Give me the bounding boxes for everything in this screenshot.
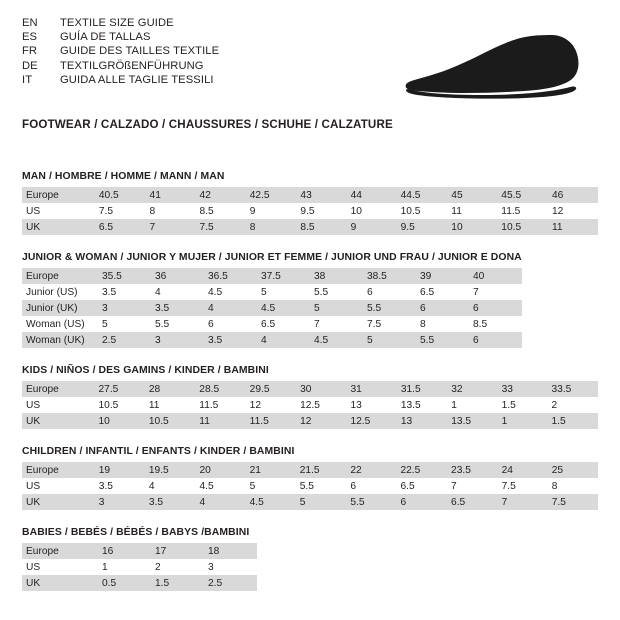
size-cell: 4 <box>204 300 257 316</box>
size-cell: 31 <box>346 381 396 397</box>
size-cell: 17 <box>151 543 204 559</box>
size-cell: 38.5 <box>363 268 416 284</box>
table-row <box>22 316 522 332</box>
size-cell: 13 <box>397 413 447 429</box>
size-cell: 12 <box>296 413 346 429</box>
size-cell: 6.5 <box>396 478 447 494</box>
size-cell: 45.5 <box>497 187 548 203</box>
size-cell: 11.5 <box>195 397 245 413</box>
size-section <box>22 446 598 510</box>
size-cell: 0.5 <box>98 575 151 591</box>
size-cell: 10 <box>95 413 145 429</box>
row-label: US <box>22 203 95 219</box>
size-cell: 7.5 <box>498 478 548 494</box>
size-table <box>22 462 598 510</box>
size-cell: 10 <box>347 203 397 219</box>
size-table <box>22 381 598 429</box>
size-cell: 6 <box>416 300 469 316</box>
size-cell: 1.5 <box>548 413 598 429</box>
size-cell: 39 <box>416 268 469 284</box>
size-cell: 31.5 <box>397 381 447 397</box>
dress-shoe-icon <box>399 30 584 102</box>
size-section <box>22 252 598 348</box>
table-row <box>22 397 598 413</box>
size-cell: 7.5 <box>363 316 416 332</box>
size-table <box>22 268 522 348</box>
language-row <box>22 16 219 30</box>
language-row <box>22 59 219 73</box>
size-cell: 18 <box>204 543 257 559</box>
size-cell: 1 <box>498 413 548 429</box>
size-cell: 44 <box>347 187 397 203</box>
size-cell: 5 <box>257 284 310 300</box>
size-cell: 40.5 <box>95 187 146 203</box>
language-title: GUIDA ALLE TAGLIE TESSILI <box>60 74 214 87</box>
table-row <box>22 462 598 478</box>
section-title: JUNIOR & WOMAN / JUNIOR Y MUJER / JUNIOR ET FEMME / JUNIOR UND FRAU / JUNIOR E DONA <box>22 252 522 263</box>
size-cell: 8 <box>548 478 598 494</box>
row-label: UK <box>22 494 95 510</box>
size-cell: 25 <box>548 462 598 478</box>
size-section <box>22 171 598 235</box>
row-label: Europe <box>22 381 95 397</box>
table-row <box>22 332 522 348</box>
size-cell: 5.5 <box>151 316 204 332</box>
category-line: FOOTWEAR / CALZADO / CHAUSSURES / SCHUHE / CALZATURE <box>22 118 393 131</box>
language-code: DE <box>22 59 38 72</box>
language-row <box>22 74 219 88</box>
size-cell: 22.5 <box>396 462 447 478</box>
row-label: Europe <box>22 268 98 284</box>
size-cell: 3.5 <box>98 284 151 300</box>
size-cell: 10 <box>447 219 497 235</box>
size-cell: 7 <box>447 478 498 494</box>
size-cell: 13 <box>346 397 396 413</box>
size-cell: 8.5 <box>296 219 346 235</box>
table-row <box>22 268 522 284</box>
size-cell: 6 <box>469 332 522 348</box>
table-row <box>22 559 257 575</box>
size-cell: 8.5 <box>196 203 246 219</box>
size-cell: 4 <box>195 494 245 510</box>
size-cell: 12.5 <box>296 397 346 413</box>
language-code: EN <box>22 16 38 29</box>
size-cell: 1.5 <box>151 575 204 591</box>
size-cell: 4 <box>257 332 310 348</box>
size-cell: 2 <box>548 397 598 413</box>
size-cell: 10.5 <box>497 219 548 235</box>
size-cell: 36.5 <box>204 268 257 284</box>
language-title-list <box>22 16 219 88</box>
size-cell: 10.5 <box>145 413 195 429</box>
size-cell: 7.5 <box>95 203 146 219</box>
size-cell: 42.5 <box>246 187 297 203</box>
size-cell: 13.5 <box>447 413 497 429</box>
size-cell: 4.5 <box>204 284 257 300</box>
size-cell: 5 <box>363 332 416 348</box>
language-code: ES <box>22 30 38 43</box>
table-row <box>22 478 598 494</box>
size-cell: 19 <box>95 462 145 478</box>
size-cell: 7 <box>310 316 363 332</box>
size-cell: 3 <box>204 559 257 575</box>
size-cell: 5.5 <box>310 284 363 300</box>
size-cell: 7.5 <box>548 494 598 510</box>
size-cell: 12 <box>246 397 296 413</box>
size-cell: 9.5 <box>397 219 448 235</box>
size-cell: 38 <box>310 268 363 284</box>
size-cell: 33 <box>498 381 548 397</box>
size-cell: 24 <box>498 462 548 478</box>
size-cell: 4 <box>151 284 204 300</box>
size-cell: 40 <box>469 268 522 284</box>
size-cell: 1.5 <box>498 397 548 413</box>
size-cell: 32 <box>447 381 497 397</box>
size-cell: 45 <box>447 187 497 203</box>
section-title: KIDS / NIÑOS / DES GAMINS / KINDER / BAMBINI <box>22 365 269 376</box>
size-cell: 43 <box>296 187 346 203</box>
size-cell: 30 <box>296 381 346 397</box>
size-cell: 4.5 <box>195 478 245 494</box>
size-cell: 10.5 <box>397 203 448 219</box>
size-cell: 11 <box>145 397 195 413</box>
size-cell: 42 <box>196 187 246 203</box>
row-label: Europe <box>22 543 98 559</box>
language-title: GUÍA DE TALLAS <box>60 30 151 43</box>
size-cell: 6 <box>469 300 522 316</box>
size-cell: 20 <box>195 462 245 478</box>
size-cell: 11 <box>447 203 497 219</box>
language-code: IT <box>22 74 33 87</box>
size-cell: 3.5 <box>95 478 145 494</box>
size-cell: 6 <box>346 478 396 494</box>
language-code: FR <box>22 45 38 58</box>
table-row <box>22 494 598 510</box>
row-label: Europe <box>22 462 95 478</box>
size-cell: 10.5 <box>95 397 145 413</box>
size-cell: 6.5 <box>447 494 498 510</box>
size-cell: 9.5 <box>296 203 346 219</box>
size-cell: 46 <box>548 187 598 203</box>
size-cell: 44.5 <box>397 187 448 203</box>
language-title: TEXTILE SIZE GUIDE <box>60 16 174 29</box>
table-row <box>22 284 522 300</box>
size-cell: 11 <box>195 413 245 429</box>
table-row <box>22 203 598 219</box>
row-label: Junior (UK) <box>22 300 98 316</box>
size-cell: 29.5 <box>246 381 296 397</box>
size-cell: 27.5 <box>95 381 145 397</box>
size-cell: 36 <box>151 268 204 284</box>
size-cell: 5 <box>310 300 363 316</box>
table-row <box>22 381 598 397</box>
size-cell: 37.5 <box>257 268 310 284</box>
size-cell: 3 <box>95 494 145 510</box>
row-label: Junior (US) <box>22 284 98 300</box>
size-cell: 8 <box>146 203 196 219</box>
size-cell: 5.5 <box>296 478 347 494</box>
size-cell: 5.5 <box>416 332 469 348</box>
size-cell: 2.5 <box>98 332 151 348</box>
size-cell: 6 <box>396 494 447 510</box>
size-cell: 5 <box>296 494 347 510</box>
size-cell: 4.5 <box>257 300 310 316</box>
size-cell: 33.5 <box>548 381 598 397</box>
section-title: CHILDREN / INFANTIL / ENFANTS / KINDER / BAMBINI <box>22 446 295 457</box>
size-cell: 5 <box>98 316 151 332</box>
size-cell: 4.5 <box>246 494 296 510</box>
row-label: US <box>22 478 95 494</box>
size-cell: 8.5 <box>469 316 522 332</box>
size-cell: 9 <box>246 203 297 219</box>
row-label: Woman (UK) <box>22 332 98 348</box>
size-cell: 3.5 <box>145 494 196 510</box>
size-cell: 11 <box>548 219 598 235</box>
language-row <box>22 30 219 44</box>
size-cell: 3 <box>151 332 204 348</box>
size-cell: 3 <box>98 300 151 316</box>
size-cell: 6.5 <box>257 316 310 332</box>
document-header <box>22 16 598 102</box>
row-label: UK <box>22 575 98 591</box>
section-title: BABIES / BEBÉS / BÉBÉS / BABYS /BAMBINI <box>22 527 250 538</box>
size-cell: 35.5 <box>98 268 151 284</box>
size-section <box>22 527 598 591</box>
size-cell: 8 <box>246 219 297 235</box>
row-label: Europe <box>22 187 95 203</box>
size-cell: 11.5 <box>246 413 296 429</box>
row-label: UK <box>22 413 95 429</box>
size-cell: 8 <box>416 316 469 332</box>
size-cell: 7 <box>498 494 548 510</box>
language-title: TEXTILGRÖßENFÜHRUNG <box>60 59 204 72</box>
size-cell: 3.5 <box>151 300 204 316</box>
size-cell: 13.5 <box>397 397 447 413</box>
size-cell: 4 <box>145 478 196 494</box>
language-title: GUIDE DES TAILLES TEXTILE <box>60 45 220 58</box>
size-cell: 28.5 <box>195 381 245 397</box>
size-section <box>22 365 598 429</box>
size-cell: 2 <box>151 559 204 575</box>
size-cell: 7.5 <box>196 219 246 235</box>
size-table <box>22 543 257 591</box>
size-cell: 7 <box>469 284 522 300</box>
size-cell: 23.5 <box>447 462 498 478</box>
size-tables <box>22 171 598 591</box>
table-row <box>22 300 522 316</box>
table-row <box>22 575 257 591</box>
table-row <box>22 543 257 559</box>
table-row <box>22 219 598 235</box>
size-cell: 4.5 <box>310 332 363 348</box>
row-label: UK <box>22 219 95 235</box>
size-cell: 6.5 <box>416 284 469 300</box>
size-cell: 7 <box>146 219 196 235</box>
table-row <box>22 413 598 429</box>
language-row <box>22 45 219 59</box>
size-cell: 6 <box>363 284 416 300</box>
size-cell: 5.5 <box>346 494 396 510</box>
size-cell: 6 <box>204 316 257 332</box>
section-title: MAN / HOMBRE / HOMME / MANN / MAN <box>22 171 225 182</box>
size-cell: 2.5 <box>204 575 257 591</box>
size-cell: 5 <box>246 478 296 494</box>
size-cell: 41 <box>146 187 196 203</box>
size-cell: 21 <box>246 462 296 478</box>
size-cell: 1 <box>447 397 497 413</box>
size-cell: 9 <box>347 219 397 235</box>
size-cell: 11.5 <box>497 203 548 219</box>
size-cell: 12.5 <box>346 413 396 429</box>
size-table <box>22 187 598 235</box>
size-cell: 3.5 <box>204 332 257 348</box>
size-cell: 21.5 <box>296 462 347 478</box>
row-label: US <box>22 559 98 575</box>
size-cell: 19.5 <box>145 462 196 478</box>
size-cell: 6.5 <box>95 219 146 235</box>
table-row <box>22 187 598 203</box>
row-label: US <box>22 397 95 413</box>
size-cell: 1 <box>98 559 151 575</box>
size-cell: 22 <box>346 462 396 478</box>
size-cell: 12 <box>548 203 598 219</box>
row-label: Woman (US) <box>22 316 98 332</box>
size-cell: 5.5 <box>363 300 416 316</box>
size-cell: 16 <box>98 543 151 559</box>
size-cell: 28 <box>145 381 195 397</box>
